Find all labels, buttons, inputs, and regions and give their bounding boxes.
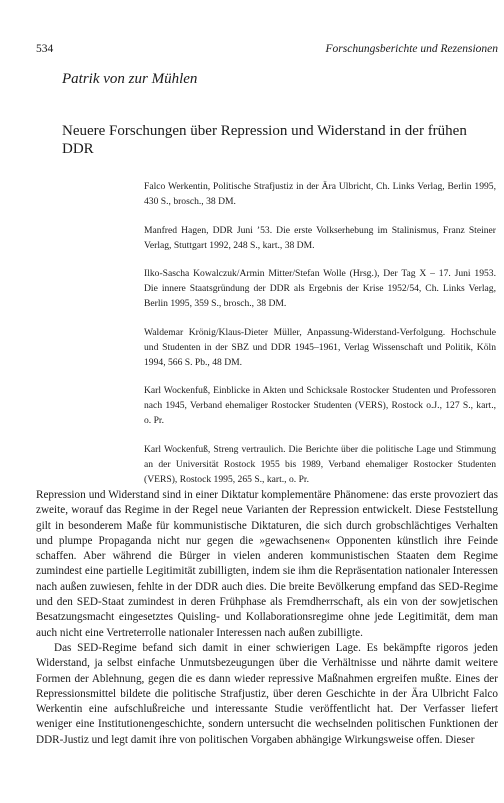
article-body	[36, 488, 498, 748]
reference-entry: Manfred Hagen, DDR Juni ’53. Die erste Volkserhebung im Stalinismus, Franz Steiner Verlag, Stuttgart 1992, 248 S., kart., 38 DM.	[144, 224, 496, 251]
page-number: 534	[36, 43, 54, 55]
reference-entry: Karl Wockenfuß, Einblicke in Akten und Schicksale Rostocker Studenten und Professoren nach 1945, Verband ehemaliger Rostocker Studenten (VERS), Rostock o.J., 127 S., kart., o. Pr.	[144, 385, 496, 426]
reference-entry: Karl Wockenfuß, Streng vertraulich. Die Berichte über die politische Lage und Stimmung an der Universität Rostock 1955 bis 1989, Verband ehemaliger Rostocker Studenten (VERS), Rostock 1995, 265 S., kart., o. Pr.	[144, 443, 496, 485]
running-head: Forschungsberichte und Rezensionen	[325, 43, 498, 55]
body-paragraph: Repression und Widerstand sind in einer Diktatur komplementäre Phänomene: das erste provoziert das zweite, worauf das Regime in der Regel neue Varianten der Repression entwickelt. Diese Feststellung gilt in besonderem Maße für kommunistische Diktaturen, die sich durch grobschlächtiges Verhalten und plumpe Propaganda nicht nur gegen die »gewachsenen« Opponenten künstlich ihre Feinde schaffen. Aber während die Bürger in vielen anderen kommunistischen Staaten dem Regime zumindest eine partielle Legitimität zubilligten, indem sie ihm die Repräsentation nationaler Interessen nach außen zuwiesen, fehlte in der DDR auch dies. Die breite Bevölkerung empfand das SED-Regime und den SED-Staat zumindest in deren Frühphase als Fremdherrschaft, als ein von der sowjetischen Besatzungsmacht eingesetztes Quisling- und Kollaborationsregime ohne jede Legitimität, dem man auch nicht eine Vertreterrolle nationaler Interessen nach außen zubilligte.	[36, 489, 498, 639]
article-author: Patrik von zur Mühlen	[62, 71, 198, 87]
reference-entry: Ilko-Sascha Kowalczuk/Armin Mitter/Stefan Wolle (Hrsg.), Der Tag X – 17. Juni 1953. Die innere Staatsgründung der DDR als Ergebnis der Krise 1952/54, Ch. Links Verlag, Berlin 1995, 359 S., brosch., 38 DM.	[144, 268, 496, 309]
article-title: Neuere Forschungen über Repression und Widerstand in der frühen DDR	[62, 123, 467, 157]
page-header	[36, 42, 498, 56]
reference-entry: Falco Werkentin, Politische Strafjustiz in der Ära Ulbricht, Ch. Links Verlag, Berlin 1995, 430 S., brosch., 38 DM.	[144, 181, 496, 207]
reviewed-books-list	[144, 179, 496, 500]
body-paragraph: Das SED-Regime befand sich damit in einer schwierigen Lage. Es bekämpfte rigoros jeden Widerstand, ja selbst einfache Unmutsbezeugungen über die Verhältnisse und nährte damit weitere Formen der Ablehnung, gegen die es dann wieder repressive Maßnahmen ergreifen mußte. Eines der Repressionsmittel bildete die politische Strafjustiz, über deren Geschichte in der Ära Ulbricht Falco Werkentin eine aufschlußreiche und interessante Studie veröffentlicht hat. Der Verfasser liefert weniger eine Institutionengeschichte, sondern untersucht die wechselnden politischen Funktionen der DDR-Justiz und legt damit ihre von politischen Vorgaben abhängige Wirkungsweise offen. Dieser	[36, 641, 498, 746]
reference-entry: Waldemar Krönig/Klaus-Dieter Müller, Anpassung-Widerstand-Verfolgung. Hochschule und Studenten in der SBZ und DDR 1945–1961, Verlag Wissenschaft und Politik, Köln 1994, 566 S. Pb., 48 DM.	[144, 326, 496, 368]
